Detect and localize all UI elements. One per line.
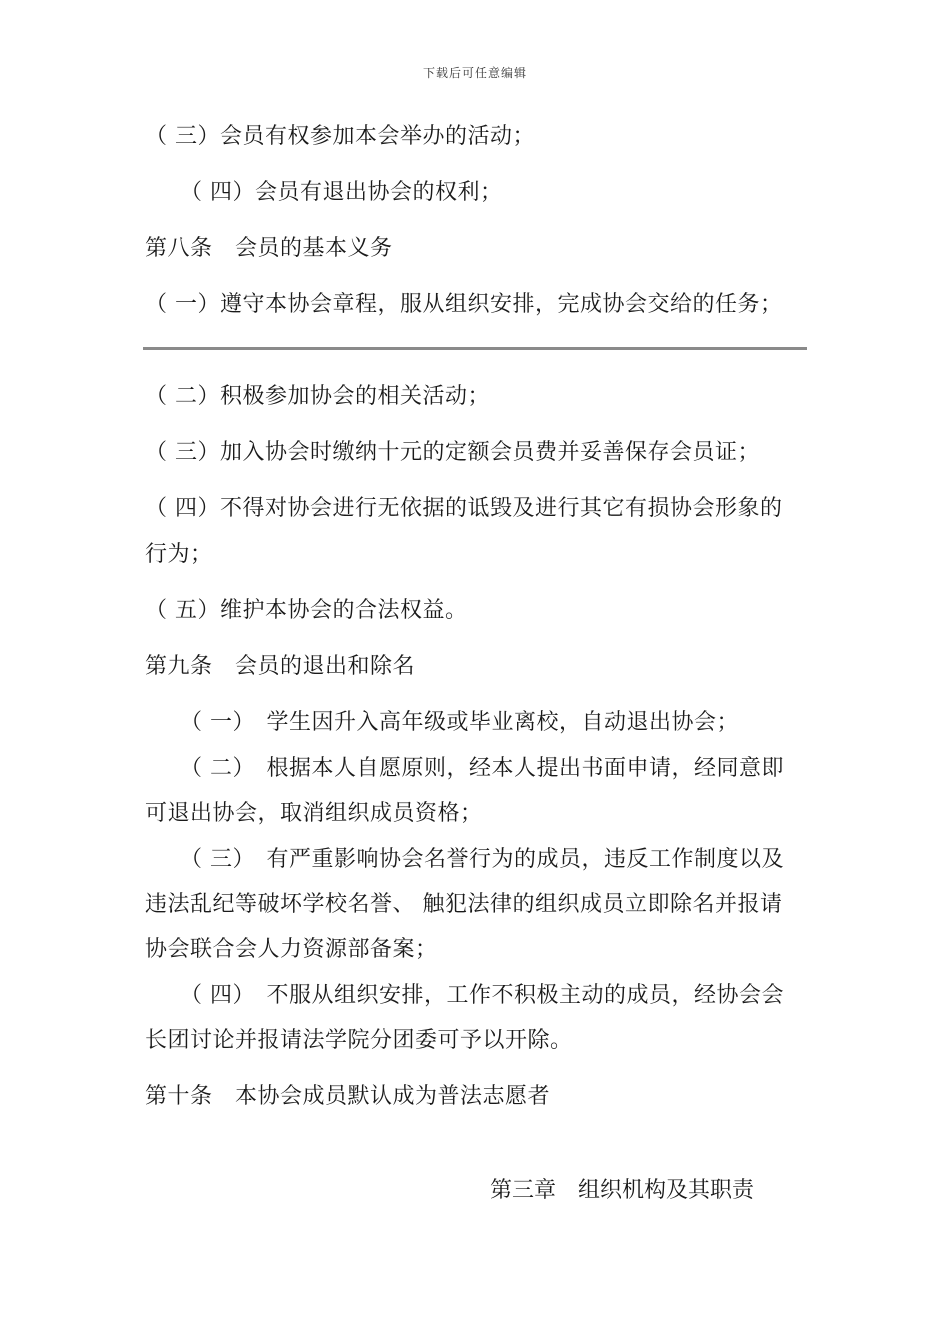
- article-8-item-5: （ 五）维护本协会的合法权益。: [145, 598, 468, 623]
- article-8-item-2: （ 二）积极参加协会的相关活动；: [145, 384, 490, 409]
- article-7-item-4: （ 四）会员有退出协会的权利；: [180, 180, 503, 205]
- horizontal-divider: [143, 347, 807, 350]
- article-9-item-3-line-3: 协会联合会人力资源部备案；: [145, 937, 438, 962]
- article-9-item-3-line-1: （ 三） 有严重影响协会名誉行为的成员，违反工作制度以及: [180, 847, 784, 872]
- article-8-item-4-line-1: （ 四）不得对协会进行无依据的诋毁及进行其它有损协会形象的: [145, 496, 783, 521]
- article-9-item-1: （ 一） 学生因升入高年级或毕业离校，自动退出协会；: [180, 710, 739, 735]
- article-9-item-2-line-1: （ 二） 根据本人自愿原则，经本人提出书面申请，经同意即: [180, 756, 784, 781]
- chapter-3-heading: 第三章 组织机构及其职责: [490, 1178, 755, 1203]
- article-8-heading: 第八条 会员的基本义务: [145, 236, 393, 261]
- article-9-heading: 第九条 会员的退出和除名: [145, 654, 416, 679]
- article-8-item-4-line-2: 行为；: [145, 542, 213, 567]
- article-9-item-4-line-2: 长团讨论并报请法学院分团委可予以开除。: [145, 1028, 573, 1053]
- article-10-heading: 第十条 本协会成员默认成为普法志愿者: [145, 1084, 551, 1109]
- article-8-item-3: （ 三）加入协会时缴纳十元的定额会员费并妥善保存会员证；: [145, 440, 760, 465]
- article-9-item-2-line-2: 可退出协会，取消组织成员资格；: [145, 801, 483, 826]
- article-9-item-4-line-1: （ 四） 不服从组织安排，工作不积极主动的成员，经协会会: [180, 983, 784, 1008]
- page-header-note: 下载后可任意编辑: [422, 66, 527, 80]
- article-7-item-3: （ 三）会员有权参加本会举办的活动；: [145, 124, 535, 149]
- article-9-item-3-line-2: 违法乱纪等破坏学校名誉、 触犯法律的组织成员立即除名并报请: [145, 892, 783, 917]
- article-8-item-1: （ 一）遵守本协会章程，服从组织安排，完成协会交给的任务；: [145, 292, 783, 317]
